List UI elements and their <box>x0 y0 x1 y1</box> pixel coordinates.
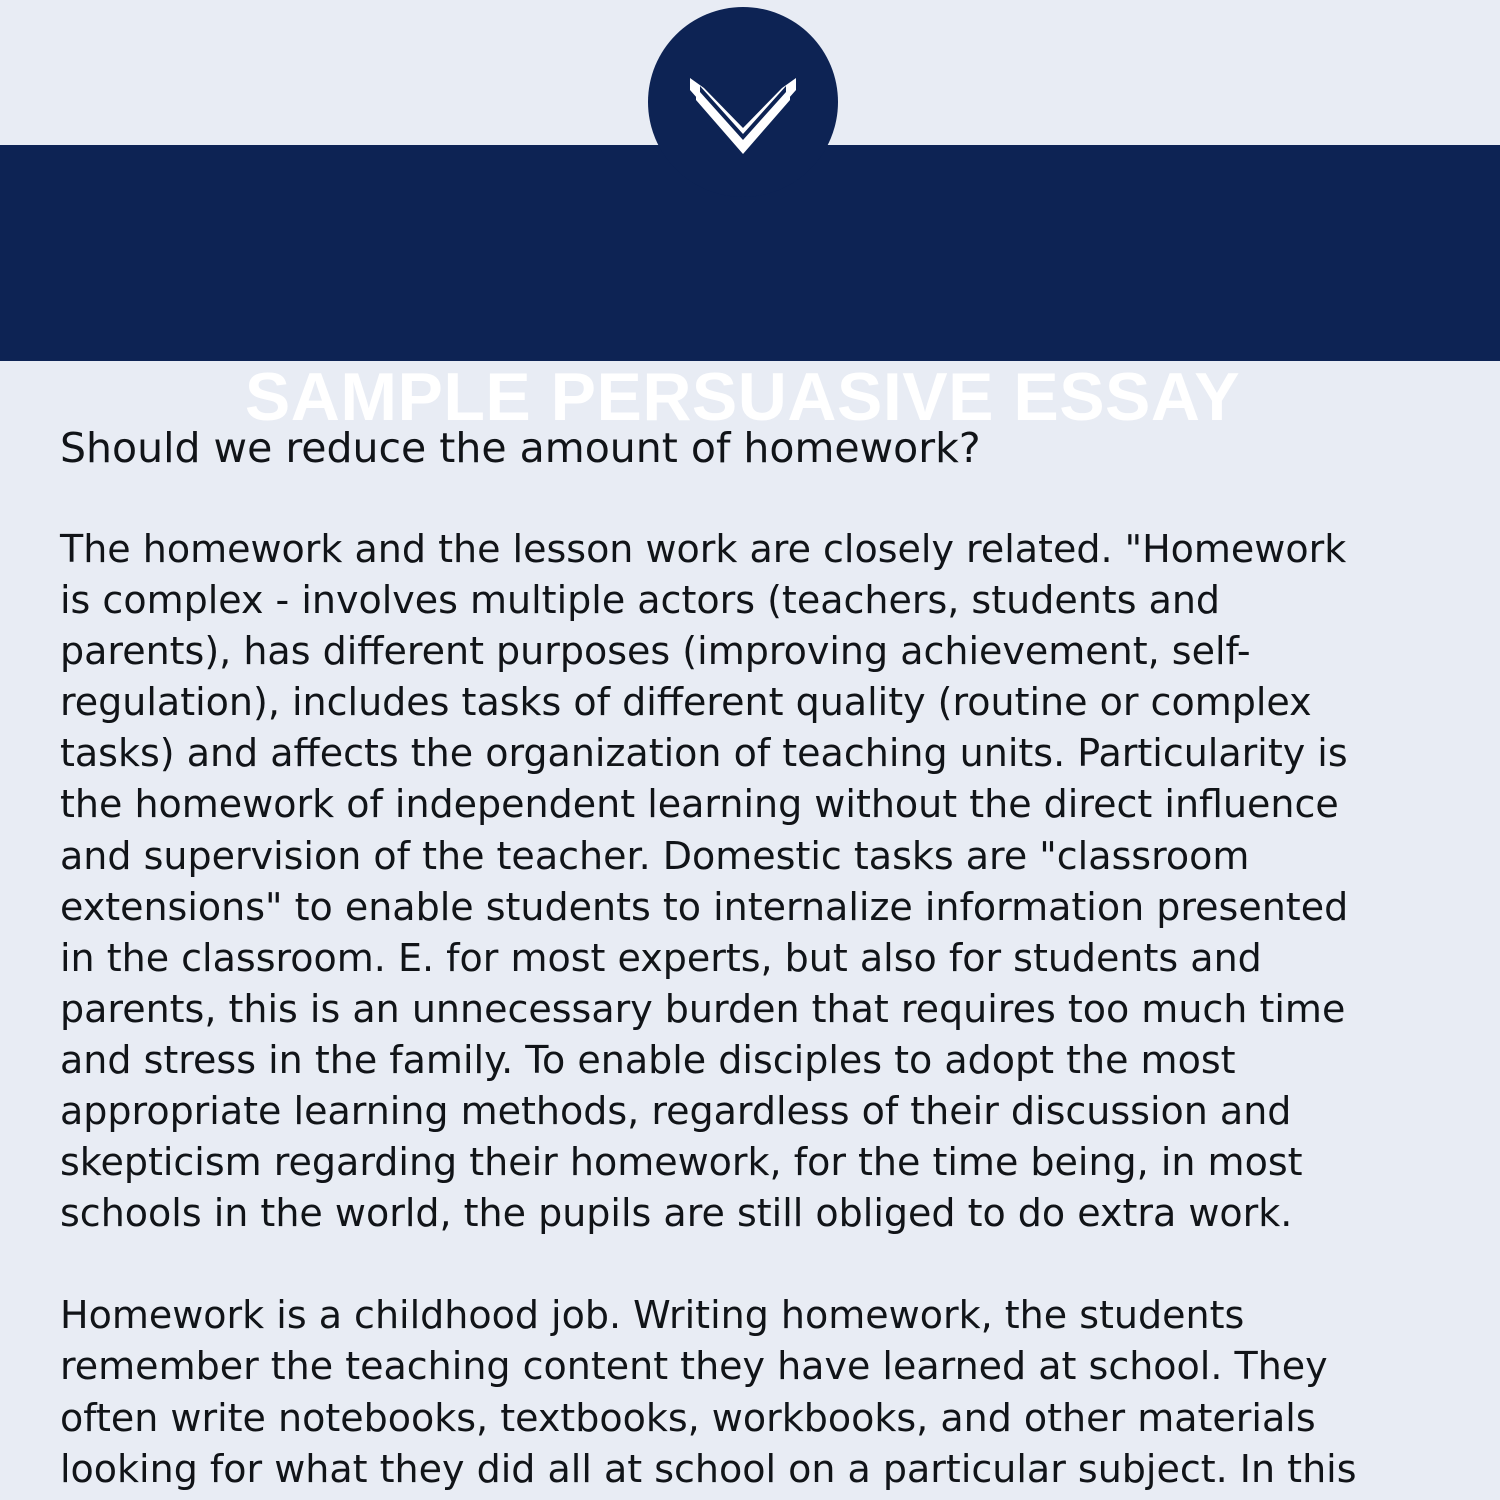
paragraph-line: looking for what they did all at school on a particular subject. In this <box>60 1446 1357 1491</box>
paragraph-line: and stress in the family. To enable disciples to adopt the most <box>60 1037 1236 1082</box>
paragraph-line: often write notebooks, textbooks, workbooks, and other materials <box>60 1395 1316 1440</box>
paragraph-line: is complex - involves multiple actors (teachers, students and <box>60 578 1221 623</box>
paragraph-line: Homework is a childhood job. Writing homework, the students <box>60 1293 1245 1338</box>
paragraph-line: parents), has different purposes (improving achievement, self- <box>60 629 1251 674</box>
paragraph-line: parents, this is an unnecessary burden that requires too much time <box>60 986 1346 1031</box>
paragraph-line: schools in the world, the pupils are still obliged to do extra work. <box>60 1191 1293 1236</box>
paragraph-line: appropriate learning methods, regardless of their discussion and <box>60 1089 1292 1134</box>
essay-question: Should we reduce the amount of homework? <box>60 424 981 472</box>
chevron-down-icon <box>688 60 798 155</box>
paragraph-line: tasks) and affects the organization of teaching units. Particularity is <box>60 731 1348 776</box>
paragraph-line: remember the teaching content they have learned at school. They <box>60 1344 1328 1389</box>
paragraph-line: the homework of independent learning without the direct influence <box>60 782 1339 827</box>
page-title: SAMPLE PERSUASIVE ESSAY <box>244 359 1241 435</box>
essay-content <box>60 418 1480 1500</box>
paragraph-line: and supervision of the teacher. Domestic tasks are "classroom <box>60 833 1250 878</box>
essay-paragraph-2 <box>60 1290 1480 1494</box>
paragraph-line: The homework and the lesson work are closely related. "Homework <box>60 527 1347 571</box>
essay-paragraph-1 <box>60 524 1480 1239</box>
paragraph-line: skepticism regarding their homework, for the time being, in most <box>60 1140 1303 1185</box>
paragraph-line: extensions" to enable students to internalize information presented <box>60 884 1349 929</box>
paragraph-line: regulation), includes tasks of different quality (routine or complex <box>60 680 1312 725</box>
paragraph-line: in the classroom. E. for most experts, but also for students and <box>60 935 1262 980</box>
